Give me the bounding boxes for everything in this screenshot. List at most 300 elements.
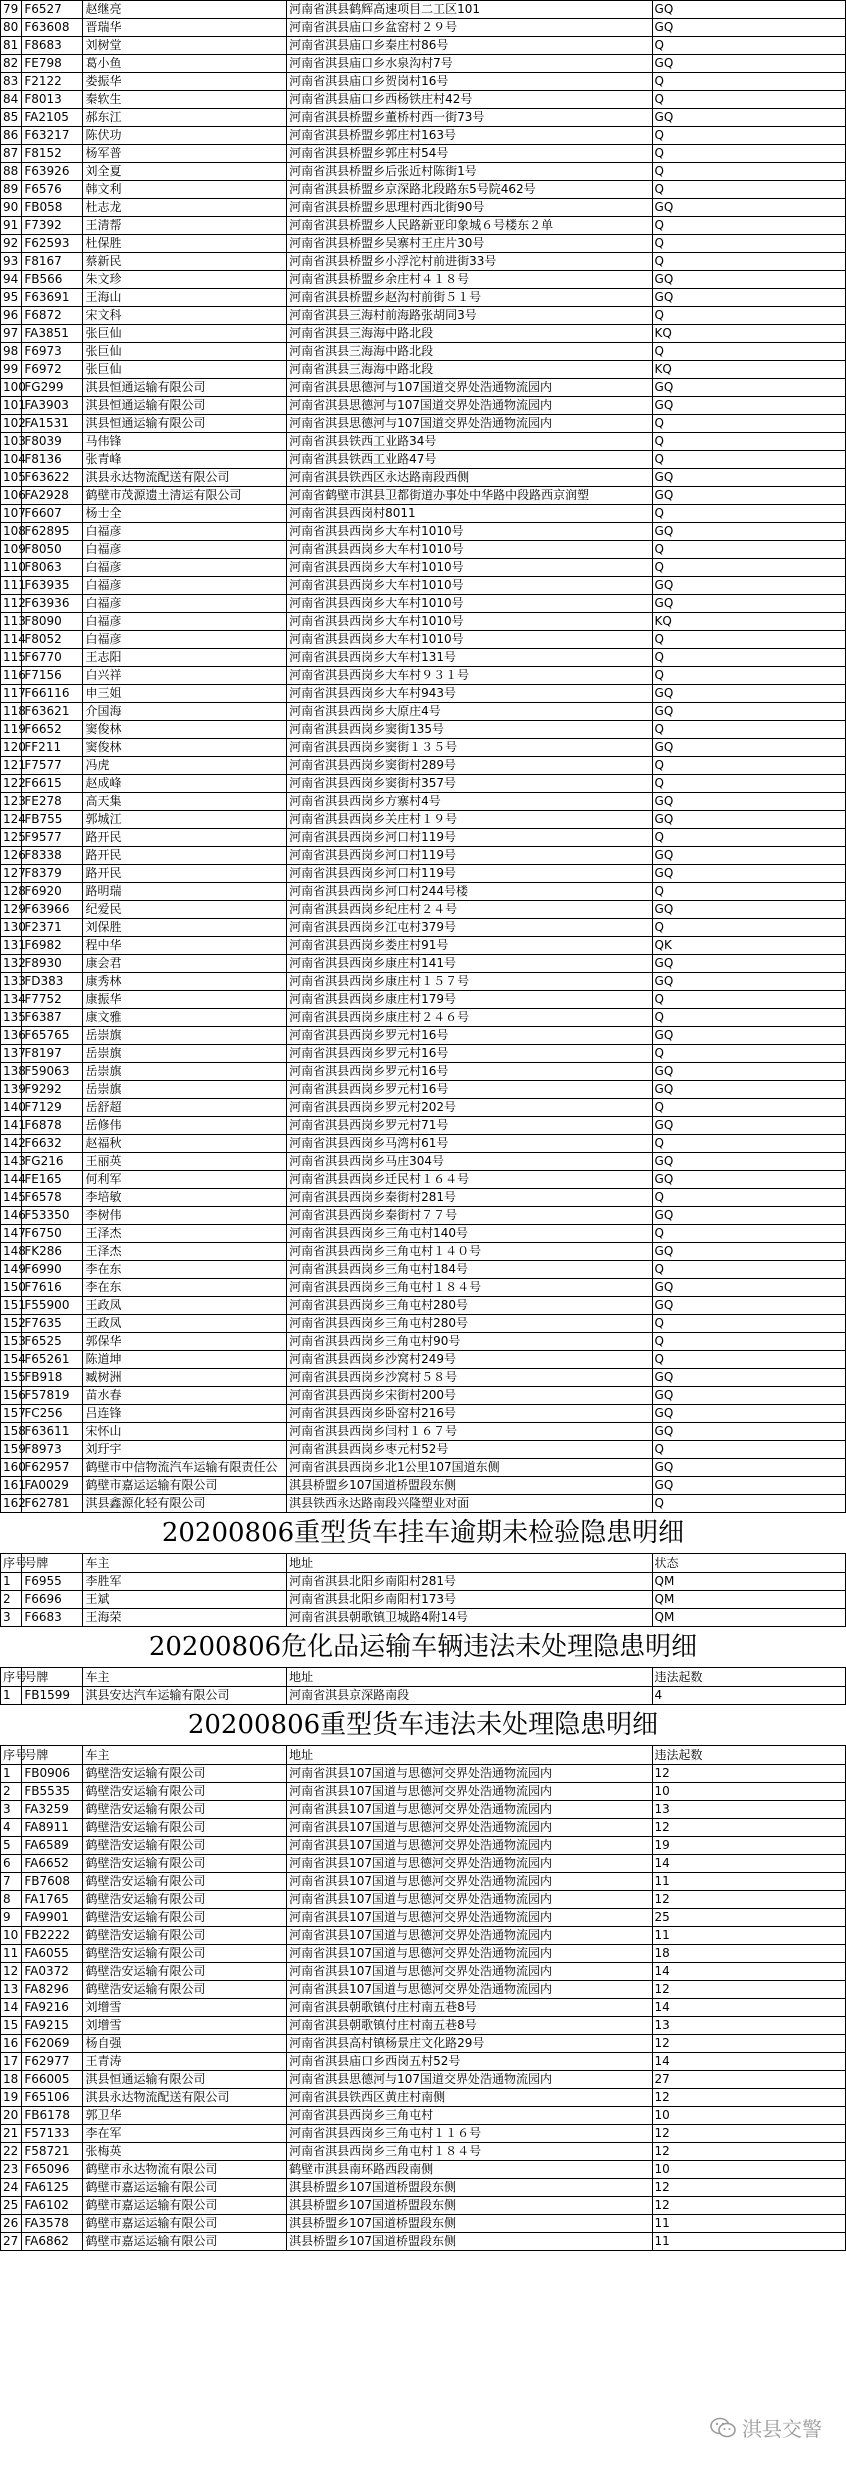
cell-index: 6 (1, 1855, 22, 1873)
table-row (1, 325, 846, 343)
cell-plate: F7392 (22, 217, 83, 235)
cell-address: 河南省淇县庙口乡西杨铁庄村42号 (287, 91, 652, 109)
overdue-inspection-table (0, 1553, 846, 1627)
cell-plate: FK286 (22, 1243, 83, 1261)
cell-owner: 娄振华 (83, 73, 287, 91)
cell-index: 15 (1, 2017, 22, 2035)
cell-plate: FD383 (22, 973, 83, 991)
cell-owner: 郭卫华 (83, 2107, 287, 2125)
cell-plate: F66116 (22, 685, 83, 703)
cell-address: 河南省淇县西岗乡关庄村１９号 (287, 811, 652, 829)
cell-plate: FA3903 (22, 397, 83, 415)
cell-address: 河南省淇县西岗乡秦街村281号 (287, 1189, 652, 1207)
cell-plate: F63621 (22, 703, 83, 721)
cell-plate: F8973 (22, 1441, 83, 1459)
table-row (1, 1999, 846, 2017)
table-row (1, 145, 846, 163)
cell-status: GQ (652, 289, 845, 307)
cell-address: 河南省淇县西岗乡罗元村16号 (287, 1045, 652, 1063)
cell-plate: F7156 (22, 667, 83, 685)
cell-index: 20 (1, 2107, 22, 2125)
cell-owner: 白福彦 (83, 577, 287, 595)
cell-index: 95 (1, 289, 22, 307)
cell-index: 85 (1, 109, 22, 127)
cell-owner: 王斌 (83, 1591, 287, 1609)
cell-owner: 淇县鑫源化轻有限公司 (83, 1495, 287, 1513)
cell-address: 河南省淇县桥盟乡吴寨村王庄片30号 (287, 235, 652, 253)
table-row (1, 649, 846, 667)
table-row (1, 1495, 846, 1513)
table-row (1, 541, 846, 559)
column-header: 序号 (1, 1554, 22, 1573)
cell-owner: 白兴祥 (83, 667, 287, 685)
cell-status: GQ (652, 1387, 845, 1405)
cell-owner: 鹤壁浩安运输有限公司 (83, 1891, 287, 1909)
cell-address: 河南省淇县107国道与思德河交界处浩通物流园内 (287, 1819, 652, 1837)
cell-status: Q (652, 433, 845, 451)
cell-plate: FA2928 (22, 487, 83, 505)
cell-plate: FC256 (22, 1405, 83, 1423)
cell-plate: FF211 (22, 739, 83, 757)
cell-address: 河南省淇县西岗乡娄庄村91号 (287, 937, 652, 955)
cell-owner: 韩文利 (83, 181, 287, 199)
cell-index: 101 (1, 397, 22, 415)
cell-status: GQ (652, 1297, 845, 1315)
cell-status: GQ (652, 397, 845, 415)
cell-owner: 鹤壁浩安运输有限公司 (83, 1819, 287, 1837)
cell-owner: 鹤壁浩安运输有限公司 (83, 1855, 287, 1873)
cell-status: GQ (652, 1279, 845, 1297)
cell-plate: F8050 (22, 541, 83, 559)
cell-status: 11 (652, 2215, 845, 2233)
cell-status: QK (652, 937, 845, 955)
cell-address: 河南省淇县西岗乡三角屯村280号 (287, 1315, 652, 1333)
cell-owner: 李在东 (83, 1279, 287, 1297)
table-row (1, 2233, 846, 2251)
cell-status: Q (652, 253, 845, 271)
cell-address: 河南省淇县西岗乡窦街１３５号 (287, 739, 652, 757)
table-row (1, 1027, 846, 1045)
cell-owner: 王清帮 (83, 217, 287, 235)
cell-owner: 淇县永达物流配送有限公司 (83, 469, 287, 487)
cell-index: 10 (1, 1927, 22, 1945)
table-row (1, 739, 846, 757)
table-row (1, 1573, 846, 1591)
cell-plate: F7129 (22, 1099, 83, 1117)
table-row (1, 397, 846, 415)
cell-address: 河南省淇县西岗乡北1公里107国道东侧 (287, 1459, 652, 1477)
cell-plate: F6770 (22, 649, 83, 667)
table-row (1, 1279, 846, 1297)
cell-status: GQ (652, 1027, 845, 1045)
cell-status: Q (652, 1351, 845, 1369)
cell-status: Q (652, 343, 845, 361)
cell-plate: F6387 (22, 1009, 83, 1027)
cell-plate: F8152 (22, 145, 83, 163)
cell-index: 103 (1, 433, 22, 451)
cell-owner: 刘全夏 (83, 163, 287, 181)
cell-index: 149 (1, 1261, 22, 1279)
cell-index: 114 (1, 631, 22, 649)
cell-status: Q (652, 631, 845, 649)
cell-plate: F6578 (22, 1189, 83, 1207)
cell-owner: 岳崇旗 (83, 1027, 287, 1045)
cell-address: 河南省淇县西岗乡三角屯村１４０号 (287, 1243, 652, 1261)
cell-index: 143 (1, 1153, 22, 1171)
cell-address: 河南省淇县西岗乡罗元村16号 (287, 1063, 652, 1081)
cell-status: GQ (652, 1063, 845, 1081)
cell-plate: F7577 (22, 757, 83, 775)
cell-owner: 葛小鱼 (83, 55, 287, 73)
cell-index: 97 (1, 325, 22, 343)
column-header: 违法起数 (652, 1668, 845, 1687)
cell-plate: F8930 (22, 955, 83, 973)
cell-plate: F58721 (22, 2143, 83, 2161)
cell-plate: F6576 (22, 181, 83, 199)
column-header: 车主 (83, 1668, 287, 1687)
cell-owner: 路开民 (83, 829, 287, 847)
cell-owner: 马伟锋 (83, 433, 287, 451)
table-row (1, 2035, 846, 2053)
watermark-text: 淇县交警 (742, 2417, 822, 2441)
table-row (1, 829, 846, 847)
cell-address: 河南省淇县西岗乡窦街135号 (287, 721, 652, 739)
cell-owner: 郭保华 (83, 1333, 287, 1351)
cell-address: 河南省淇县高村镇杨景庄文化路29号 (287, 2035, 652, 2053)
cell-owner: 鹤壁浩安运输有限公司 (83, 1801, 287, 1819)
cell-address: 河南省鹤壁市淇县卫都街道办事处中华路中段路西京润塑 (287, 487, 652, 505)
cell-address: 淇县铁西永达路南段兴隆塑业对面 (287, 1495, 652, 1513)
column-header: 序号 (1, 1668, 22, 1687)
cell-status: 11 (652, 1873, 845, 1891)
cell-status: Q (652, 415, 845, 433)
cell-address: 河南省淇县西岗乡迁民村１６４号 (287, 1171, 652, 1189)
cell-address: 河南省淇县桥盟乡人民路新亚印象城６号楼东２单 (287, 217, 652, 235)
cell-address: 河南省淇县桥盟乡董桥村西一街73号 (287, 109, 652, 127)
cell-plate: F6652 (22, 721, 83, 739)
cell-address: 河南省淇县庙口乡秦庄村86号 (287, 37, 652, 55)
cell-address: 淇县桥盟乡107国道桥盟段东侧 (287, 1477, 652, 1495)
cell-address: 河南省淇县桥盟乡郭庄村54号 (287, 145, 652, 163)
cell-plate: FA0372 (22, 1963, 83, 1981)
cell-owner: 张梅英 (83, 2143, 287, 2161)
table-row (1, 1153, 846, 1171)
cell-status: GQ (652, 973, 845, 991)
table-row (1, 1351, 846, 1369)
cell-address: 河南省淇县三海海中路北段 (287, 343, 652, 361)
cell-address: 河南省淇县107国道与思德河交界处浩通物流园内 (287, 1765, 652, 1783)
cell-address: 河南省淇县朝歌镇付庄村南五巷8号 (287, 1999, 652, 2017)
cell-owner: 王青涛 (83, 2053, 287, 2071)
cell-owner: 康会君 (83, 955, 287, 973)
cell-plate: F6955 (22, 1573, 83, 1591)
cell-address: 河南省淇县西岗乡窦街村289号 (287, 757, 652, 775)
table-row (1, 1765, 846, 1783)
cell-index: 145 (1, 1189, 22, 1207)
table-row (1, 1207, 846, 1225)
cell-owner: 杨自强 (83, 2035, 287, 2053)
cell-index: 133 (1, 973, 22, 991)
cell-owner: 岳崇旗 (83, 1063, 287, 1081)
cell-plate: FB6178 (22, 2107, 83, 2125)
cell-plate: FB7608 (22, 1873, 83, 1891)
cell-status: Q (652, 1441, 845, 1459)
table-row (1, 937, 846, 955)
cell-plate: F8683 (22, 37, 83, 55)
table-row (1, 2107, 846, 2125)
cell-index: 152 (1, 1315, 22, 1333)
cell-owner: 吕连锋 (83, 1405, 287, 1423)
cell-plate: F6615 (22, 775, 83, 793)
table-row (1, 775, 846, 793)
cell-address: 河南省淇县西岗乡河口村119号 (287, 847, 652, 865)
table-row (1, 811, 846, 829)
cell-address: 河南省淇县西岗乡河口村119号 (287, 865, 652, 883)
table-header-row (1, 1668, 846, 1687)
cell-owner: 白福彦 (83, 523, 287, 541)
table-row (1, 919, 846, 937)
cell-address: 河南省淇县西岗乡大车村1010号 (287, 523, 652, 541)
table-row (1, 523, 846, 541)
cell-owner: 何利军 (83, 1171, 287, 1189)
table-row (1, 1099, 846, 1117)
cell-status: GQ (652, 1171, 845, 1189)
cell-owner: 李树伟 (83, 1207, 287, 1225)
table-row (1, 1909, 846, 1927)
cell-status: GQ (652, 595, 845, 613)
cell-owner: 张巨仙 (83, 343, 287, 361)
cell-address: 河南省淇县铁西区黄庄村南侧 (287, 2089, 652, 2107)
cell-plate: FB918 (22, 1369, 83, 1387)
table-row (1, 2143, 846, 2161)
cell-status: Q (652, 649, 845, 667)
table-row (1, 901, 846, 919)
cell-status: Q (652, 235, 845, 253)
cell-address: 河南省淇县西岗乡大车村1010号 (287, 541, 652, 559)
cell-index: 7 (1, 1873, 22, 1891)
cell-index: 94 (1, 271, 22, 289)
cell-owner: 张巨仙 (83, 361, 287, 379)
section-title-hazmat-violations: 20200806危化品运输车辆违法未处理隐患明细 (148, 1632, 698, 1662)
table-row (1, 1333, 846, 1351)
cell-index: 137 (1, 1045, 22, 1063)
cell-address: 河南省淇县西岗乡闫村１６７号 (287, 1423, 652, 1441)
cell-address: 河南省淇县107国道与思德河交界处浩通物流园内 (287, 1873, 652, 1891)
column-header: 号牌 (22, 1554, 83, 1573)
cell-plate: FA8911 (22, 1819, 83, 1837)
cell-owner: 王海荣 (83, 1609, 287, 1627)
cell-index: 91 (1, 217, 22, 235)
cell-owner: 高天集 (83, 793, 287, 811)
cell-status: GQ (652, 847, 845, 865)
table-row (1, 1369, 846, 1387)
cell-plate: F63966 (22, 901, 83, 919)
cell-status: GQ (652, 109, 845, 127)
cell-status: GQ (652, 955, 845, 973)
cell-index: 146 (1, 1207, 22, 1225)
cell-plate: F7616 (22, 1279, 83, 1297)
cell-address: 河南省淇县铁西区永达路南段西侧 (287, 469, 652, 487)
cell-owner: 张巨仙 (83, 325, 287, 343)
cell-address: 河南省淇县西岗乡罗元村71号 (287, 1117, 652, 1135)
cell-status: 12 (652, 2179, 845, 2197)
cell-index: 140 (1, 1099, 22, 1117)
cell-owner: 鹤壁浩安运输有限公司 (83, 1927, 287, 1945)
cell-owner: 王海山 (83, 289, 287, 307)
table-row (1, 55, 846, 73)
cell-address: 河南省淇县三海村前海路张胡同3号 (287, 307, 652, 325)
cell-address: 河南省淇县西岗村8011 (287, 505, 652, 523)
cell-plate: F9292 (22, 1081, 83, 1099)
cell-plate: FA6862 (22, 2233, 83, 2251)
cell-owner: 淇县恒通运输有限公司 (83, 397, 287, 415)
cell-owner: 鹤壁浩安运输有限公司 (83, 1909, 287, 1927)
cell-status: Q (652, 1315, 845, 1333)
cell-plate: F6982 (22, 937, 83, 955)
cell-plate: FE798 (22, 55, 83, 73)
hazmat-violations-table (0, 1667, 846, 1705)
cell-owner: 冯虎 (83, 757, 287, 775)
cell-owner: 宋文科 (83, 307, 287, 325)
cell-address: 河南省淇县西岗乡窦街村357号 (287, 775, 652, 793)
cell-address: 河南省淇县思德河与107国道交界处浩通物流园内 (287, 379, 652, 397)
table-row (1, 1963, 846, 1981)
cell-status: KQ (652, 613, 845, 631)
cell-index: 14 (1, 1999, 22, 2017)
cell-status: 14 (652, 2053, 845, 2071)
cell-address: 河南省淇县西岗乡大车村131号 (287, 649, 652, 667)
cell-plate: F8090 (22, 613, 83, 631)
cell-owner: 白福彦 (83, 541, 287, 559)
column-header: 车主 (83, 1554, 287, 1573)
cell-index: 109 (1, 541, 22, 559)
table-row (1, 505, 846, 523)
cell-status: GQ (652, 685, 845, 703)
cell-status: Q (652, 1189, 845, 1207)
cell-plate: F66005 (22, 2071, 83, 2089)
cell-status: Q (652, 1099, 845, 1117)
cell-index: 127 (1, 865, 22, 883)
table-row (1, 2215, 846, 2233)
cell-address: 河南省淇县西岗乡三角屯村140号 (287, 1225, 652, 1243)
cell-plate: FB5535 (22, 1783, 83, 1801)
cell-owner: 王志阳 (83, 649, 287, 667)
cell-owner: 白福彦 (83, 559, 287, 577)
cell-index: 119 (1, 721, 22, 739)
cell-index: 144 (1, 1171, 22, 1189)
cell-address: 河南省淇县107国道与思德河交界处浩通物流园内 (287, 1837, 652, 1855)
cell-address: 河南省淇县庙口乡西岗五村52号 (287, 2053, 652, 2071)
cell-address: 河南省淇县三海海中路北段 (287, 325, 652, 343)
cell-plate: FA9901 (22, 1909, 83, 1927)
table-row (1, 2197, 846, 2215)
cell-status: Q (652, 1045, 845, 1063)
cell-owner: 李在军 (83, 2125, 287, 2143)
cell-owner: 鹤壁市永达物流有限公司 (83, 2161, 287, 2179)
cell-address: 河南省淇县西岗乡秦街村７７号 (287, 1207, 652, 1225)
cell-plate: F6872 (22, 307, 83, 325)
cell-index: 151 (1, 1297, 22, 1315)
table-row (1, 1, 846, 19)
cell-status: GQ (652, 577, 845, 595)
cell-status: Q (652, 145, 845, 163)
cell-plate: FA2105 (22, 109, 83, 127)
cell-status: GQ (652, 1423, 845, 1441)
cell-plate: FB566 (22, 271, 83, 289)
cell-owner: 纪爱民 (83, 901, 287, 919)
cell-owner: 杨军普 (83, 145, 287, 163)
table-row (1, 667, 846, 685)
cell-owner: 康振华 (83, 991, 287, 1009)
table-row (1, 1135, 846, 1153)
cell-index: 129 (1, 901, 22, 919)
cell-status: 13 (652, 1801, 845, 1819)
table-row (1, 289, 846, 307)
cell-plate: F63217 (22, 127, 83, 145)
cell-plate: F2371 (22, 919, 83, 937)
cell-plate: F8013 (22, 91, 83, 109)
cell-plate: F65106 (22, 2089, 83, 2107)
table-row (1, 955, 846, 973)
cell-address: 鹤壁市淇县南环路西段南侧 (287, 2161, 652, 2179)
table-row (1, 1297, 846, 1315)
cell-plate: F57133 (22, 2125, 83, 2143)
cell-owner: 李在东 (83, 1261, 287, 1279)
cell-status: 12 (652, 2125, 845, 2143)
cell-owner: 鹤壁浩安运输有限公司 (83, 1945, 287, 1963)
cell-status: GQ (652, 1369, 845, 1387)
cell-plate: FA6125 (22, 2179, 83, 2197)
cell-plate: F6527 (22, 1, 83, 19)
cell-status: Q (652, 1261, 845, 1279)
cell-plate: F6990 (22, 1261, 83, 1279)
table-row (1, 631, 846, 649)
cell-status: 10 (652, 2107, 845, 2125)
cell-plate: F9577 (22, 829, 83, 847)
table-row (1, 1591, 846, 1609)
table-row (1, 217, 846, 235)
cell-plate: F55900 (22, 1297, 83, 1315)
cell-index: 122 (1, 775, 22, 793)
cell-owner: 鹤壁市嘉运运输有限公司 (83, 1477, 287, 1495)
table-row (1, 1261, 846, 1279)
cell-status: GQ (652, 1153, 845, 1171)
cell-plate: F62895 (22, 523, 83, 541)
cell-owner: 岳修伟 (83, 1117, 287, 1135)
cell-status: Q (652, 37, 845, 55)
cell-address: 河南省淇县107国道与思德河交界处浩通物流园内 (287, 1801, 652, 1819)
cell-plate: F6607 (22, 505, 83, 523)
cell-address: 河南省淇县西岗乡三角屯村１８４号 (287, 2143, 652, 2161)
cell-owner: 鹤壁市嘉运运输有限公司 (83, 2233, 287, 2251)
cell-status: 12 (652, 2089, 845, 2107)
cell-owner: 窦俊林 (83, 721, 287, 739)
cell-plate: F53350 (22, 1207, 83, 1225)
table-row (1, 2071, 846, 2089)
column-header: 地址 (287, 1668, 652, 1687)
cell-index: 98 (1, 343, 22, 361)
cell-status: Q (652, 541, 845, 559)
cell-status: 12 (652, 2197, 845, 2215)
cell-index: 3 (1, 1801, 22, 1819)
cell-index: 153 (1, 1333, 22, 1351)
cell-index: 84 (1, 91, 22, 109)
cell-status: QM (652, 1573, 845, 1591)
cell-index: 105 (1, 469, 22, 487)
table-row (1, 2179, 846, 2197)
cell-address: 河南省淇县107国道与思德河交界处浩通物流园内 (287, 1927, 652, 1945)
cell-owner: 杨士全 (83, 505, 287, 523)
